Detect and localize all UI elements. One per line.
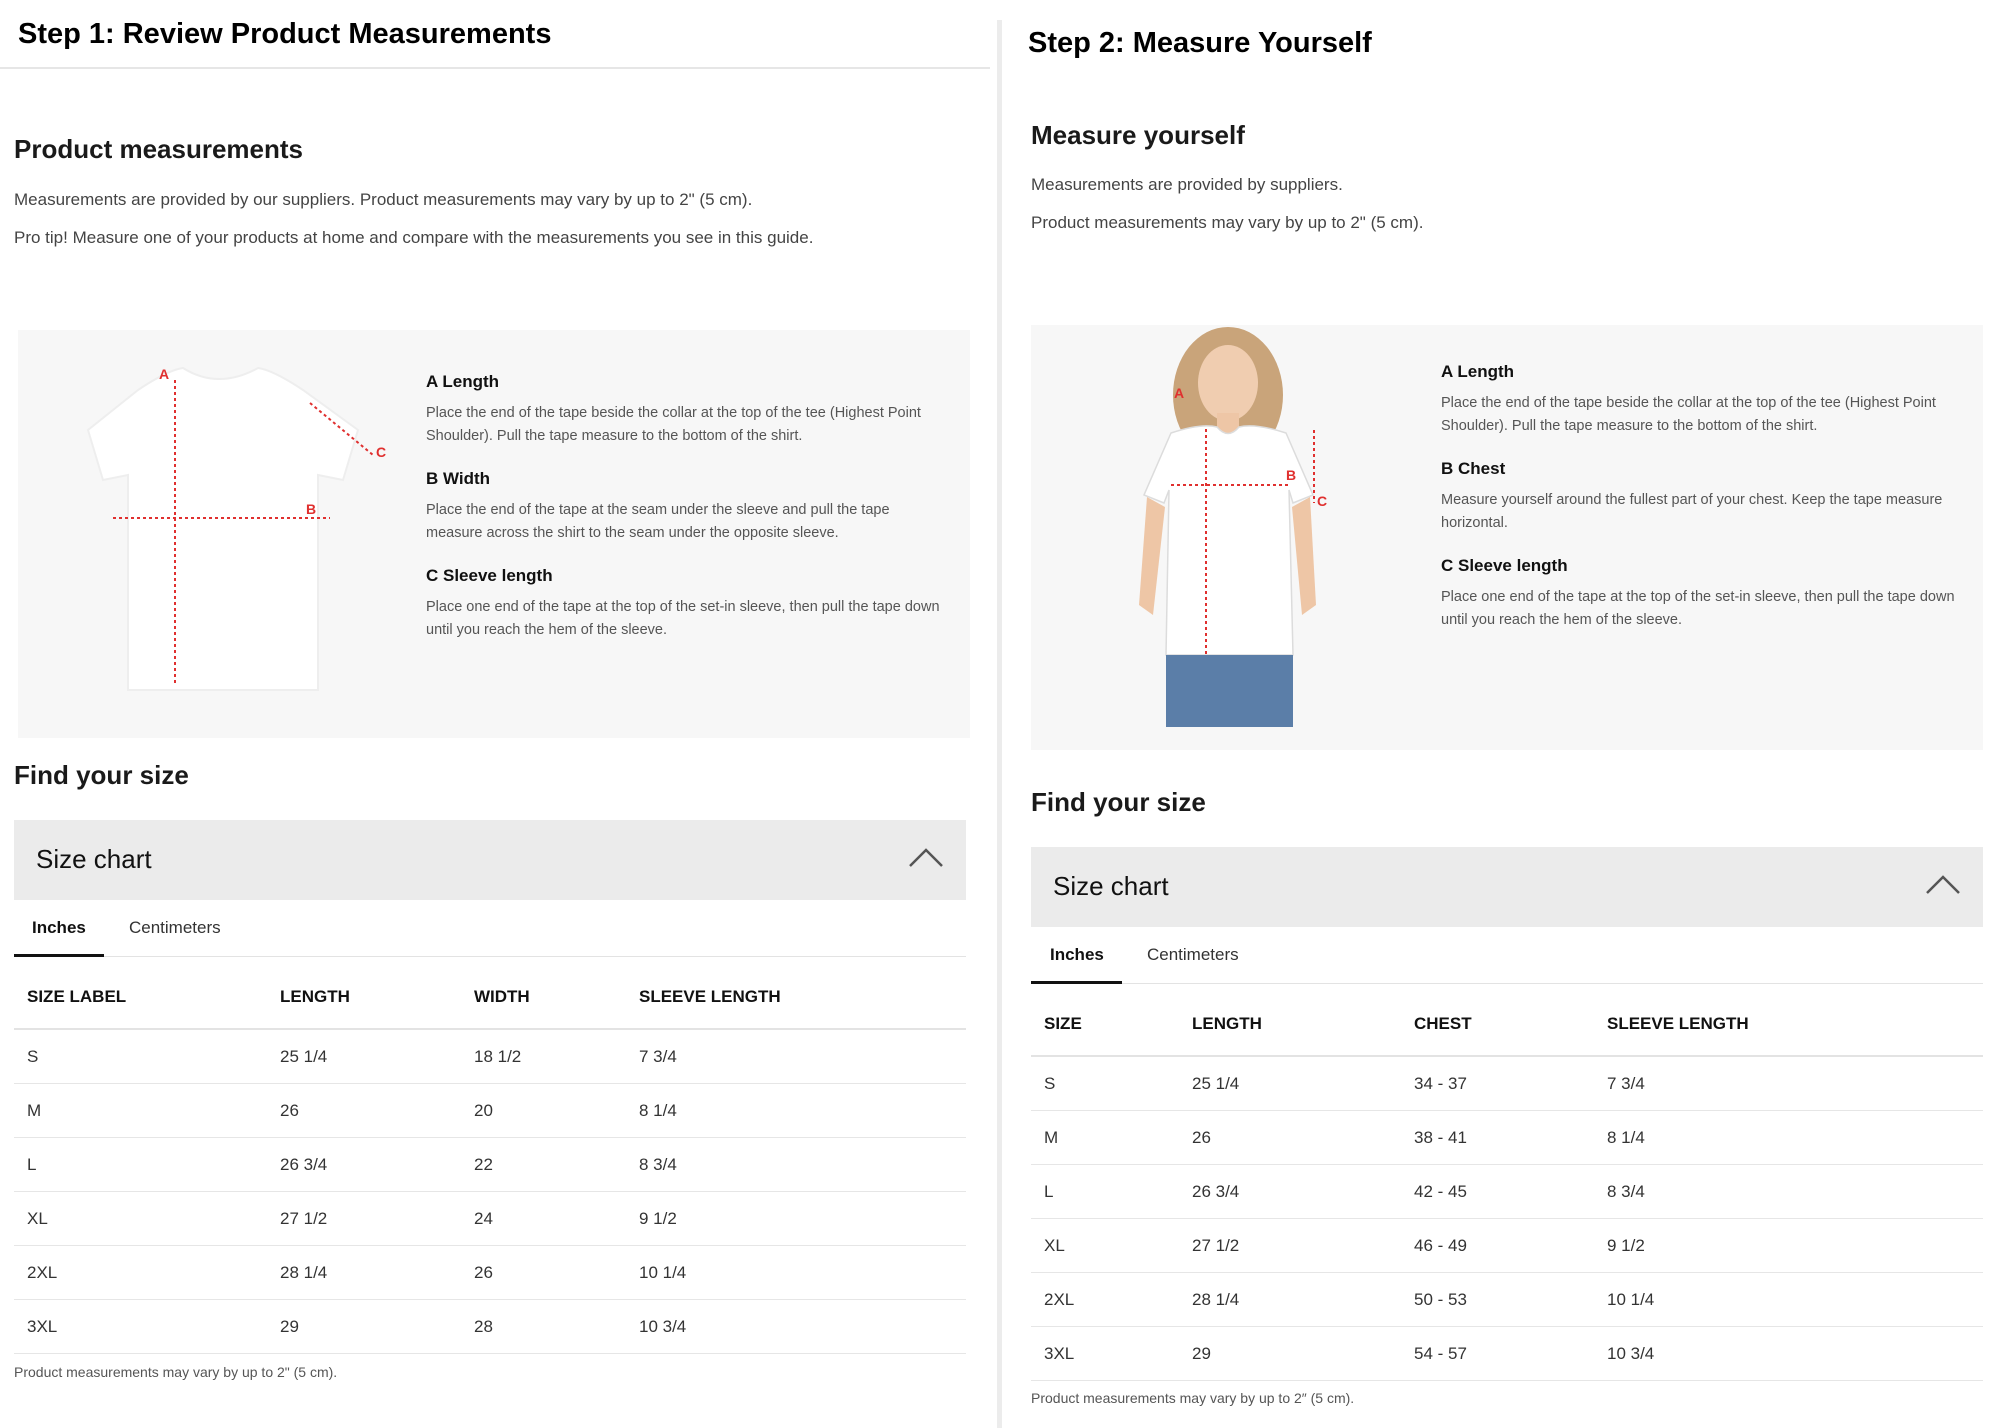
table-cell: 8 1/4: [1594, 1111, 1983, 1165]
step1-panel: [0, 0, 990, 1428]
unit-tabs: [14, 900, 966, 957]
step1-title: Step 1: Review Product Measurements: [18, 18, 552, 50]
table-cell: 10 1/4: [1594, 1273, 1983, 1327]
table-cell: 3XL: [14, 1300, 267, 1354]
table-cell: L: [1031, 1165, 1179, 1219]
table-cell: 28 1/4: [267, 1246, 461, 1300]
step2-footnote: Product measurements may vary by up to 2″ (5 cm).: [1031, 1390, 1355, 1406]
label-c: C: [376, 444, 387, 460]
size-chart-title: Size chart: [1053, 871, 1169, 901]
chevron-up-icon[interactable]: [908, 846, 944, 868]
table-row: [14, 1246, 966, 1300]
table-cell: 9 1/2: [1594, 1219, 1983, 1273]
table-row: [1031, 1273, 1983, 1327]
table-cell: 26: [267, 1084, 461, 1138]
measure-c-title: C Sleeve length: [1441, 556, 1568, 575]
table-cell: 38 - 41: [1401, 1111, 1594, 1165]
chevron-up-icon[interactable]: [1925, 873, 1961, 895]
table-row: [14, 1300, 966, 1354]
label-b: B: [1286, 467, 1297, 483]
tab-centimeters[interactable]: Centimeters: [1147, 945, 1239, 964]
label-a: A: [159, 366, 170, 382]
table-cell: 29: [1179, 1327, 1401, 1381]
table-row: [1031, 1165, 1983, 1219]
table-cell: 10 1/4: [626, 1246, 966, 1300]
tab-inches[interactable]: Inches: [1050, 945, 1104, 964]
table-cell: 9 1/2: [626, 1192, 966, 1246]
measure-a-title: A Length: [426, 372, 500, 391]
table-cell: L: [14, 1138, 267, 1192]
table-cell: XL: [1031, 1219, 1179, 1273]
product-measurements-title: Product measurements: [14, 134, 303, 164]
step1-title-rule: [0, 67, 990, 69]
measure-a-text: Place the end of the tape beside the collar at the top of the tee (Highest Point Shoulder). Pull the tape measure to the bottom of the shirt.: [1441, 395, 1936, 434]
size-chart-title: Size chart: [36, 844, 152, 874]
table-cell: 18 1/2: [461, 1029, 626, 1084]
step1-footnote: Product measurements may vary by up to 2" (5 cm).: [14, 1364, 338, 1380]
table-row: [14, 1084, 966, 1138]
column-header: LENGTH: [1179, 984, 1401, 1056]
table-cell: 28: [461, 1300, 626, 1354]
size-chart-accordion[interactable]: [14, 820, 966, 900]
column-header: WIDTH: [461, 957, 626, 1029]
column-header: CHEST: [1401, 984, 1594, 1056]
model-photo: [1031, 325, 1361, 750]
table-cell: S: [14, 1029, 267, 1084]
tshirt-diagram: [18, 330, 418, 738]
table-row: [1031, 1219, 1983, 1273]
table-cell: 27 1/2: [267, 1192, 461, 1246]
size-chart-accordion[interactable]: [1031, 847, 1983, 927]
column-header: SLEEVE LENGTH: [1594, 984, 1983, 1056]
table-cell: 2XL: [14, 1246, 267, 1300]
table-row: [1031, 1111, 1983, 1165]
table-cell: 25 1/4: [1179, 1056, 1401, 1111]
table-cell: 46 - 49: [1401, 1219, 1594, 1273]
table-row: [1031, 1327, 1983, 1381]
table-header-row: [14, 957, 966, 1029]
table-cell: 26 3/4: [1179, 1165, 1401, 1219]
table-cell: 26: [461, 1246, 626, 1300]
step2-paragraph-2: Product measurements may vary by up to 2" (5 cm).: [1031, 213, 1424, 232]
table-cell: 8 3/4: [1594, 1165, 1983, 1219]
find-size-title: Find your size: [14, 760, 189, 790]
measure-b-title: B Width: [426, 469, 491, 488]
table-cell: 22: [461, 1138, 626, 1192]
table-cell: XL: [14, 1192, 267, 1246]
table-cell: 50 - 53: [1401, 1273, 1594, 1327]
table-cell: 27 1/2: [1179, 1219, 1401, 1273]
table-row: [14, 1138, 966, 1192]
measure-a-title: A Length: [1441, 362, 1515, 381]
table-cell: 29: [267, 1300, 461, 1354]
measure-c-text: Place one end of the tape at the top of the set-in sleeve, then pull the tape down until you reach the hem of the sleeve.: [426, 599, 940, 638]
table-cell: 20: [461, 1084, 626, 1138]
size-table: [1031, 984, 1983, 1381]
table-cell: M: [14, 1084, 267, 1138]
label-c: C: [1317, 493, 1328, 509]
step1-paragraph-1: Measurements are provided by our suppliers. Product measurements may vary by up to 2" (5 cm).: [14, 190, 753, 209]
measure-c-text: Place one end of the tape at the top of the set-in sleeve, then pull the tape down until you reach the hem of the sleeve.: [1441, 589, 1955, 628]
table-cell: 2XL: [1031, 1273, 1179, 1327]
table-cell: 8 1/4: [626, 1084, 966, 1138]
column-header: SIZE: [1031, 984, 1179, 1056]
measure-c-title: C Sleeve length: [426, 566, 553, 585]
table-header-row: [1031, 984, 1983, 1056]
table-cell: 28 1/4: [1179, 1273, 1401, 1327]
table-cell: 34 - 37: [1401, 1056, 1594, 1111]
product-measure-figure: [18, 330, 970, 738]
column-header: SLEEVE LENGTH: [626, 957, 966, 1029]
table-cell: 8 3/4: [626, 1138, 966, 1192]
measure-a-text: Place the end of the tape beside the collar at the top of the tee (Highest Point Shoulder). Pull the tape measure to the bottom of the shirt.: [426, 405, 921, 444]
column-header: LENGTH: [267, 957, 461, 1029]
tab-centimeters[interactable]: Centimeters: [129, 918, 221, 937]
measure-b-title: B Chest: [1441, 459, 1506, 478]
table-cell: 10 3/4: [1594, 1327, 1983, 1381]
table-cell: 54 - 57: [1401, 1327, 1594, 1381]
table-row: [1031, 1056, 1983, 1111]
step2-paragraph-1: Measurements are provided by suppliers.: [1031, 175, 1343, 194]
label-a: A: [1174, 385, 1185, 401]
table-cell: 10 3/4: [626, 1300, 966, 1354]
tab-inches[interactable]: Inches: [32, 918, 86, 937]
measure-b-text: Place the end of the tape at the seam under the sleeve and pull the tape measure across the shirt to the seam under the opposite sleeve.: [426, 502, 890, 541]
table-cell: 7 3/4: [626, 1029, 966, 1084]
find-size-title: Find your size: [1031, 787, 1206, 817]
table-row: [14, 1029, 966, 1084]
table-cell: 26 3/4: [267, 1138, 461, 1192]
table-cell: 42 - 45: [1401, 1165, 1594, 1219]
step1-paragraph-2: Pro tip! Measure one of your products at home and compare with the measurements you see in this guide.: [14, 228, 814, 247]
table-cell: 25 1/4: [267, 1029, 461, 1084]
body-measure-figure: [1031, 325, 1983, 750]
step2-panel: [1002, 0, 2000, 1428]
table-cell: 7 3/4: [1594, 1056, 1983, 1111]
table-cell: 3XL: [1031, 1327, 1179, 1381]
measure-b-text: Measure yourself around the fullest part of your chest. Keep the tape measure horizontal.: [1441, 492, 1943, 531]
table-cell: S: [1031, 1056, 1179, 1111]
column-header: SIZE LABEL: [14, 957, 267, 1029]
unit-tabs: [1031, 927, 1983, 984]
step2-title: Step 2: Measure Yourself: [1028, 27, 1372, 59]
table-cell: M: [1031, 1111, 1179, 1165]
table-cell: 26: [1179, 1111, 1401, 1165]
size-table: [14, 957, 966, 1354]
label-b: B: [306, 501, 317, 517]
table-cell: 24: [461, 1192, 626, 1246]
table-row: [14, 1192, 966, 1246]
measure-yourself-title: Measure yourself: [1031, 120, 1245, 150]
